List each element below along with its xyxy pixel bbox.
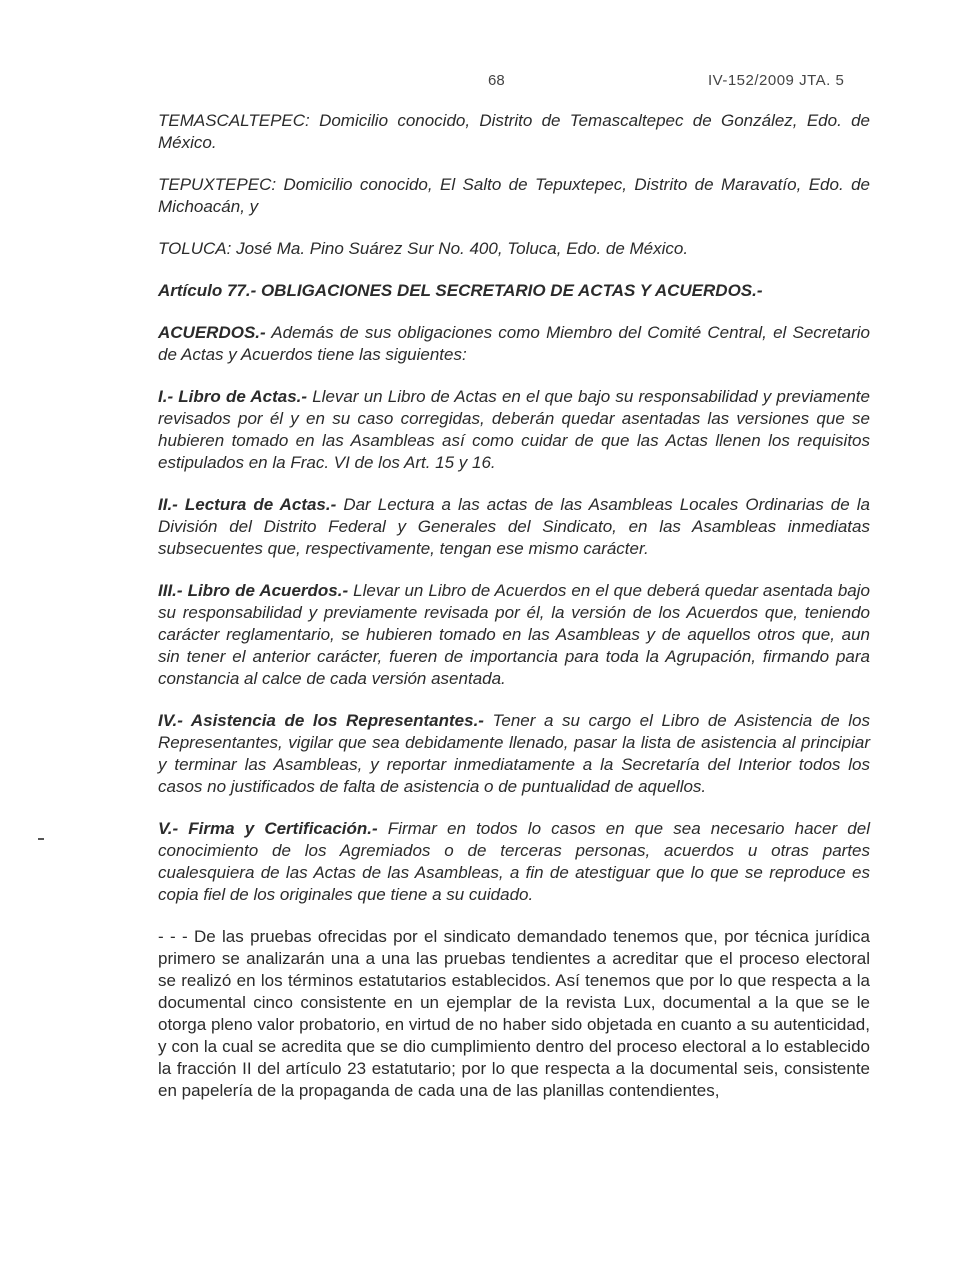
- article-item-4: [158, 710, 870, 798]
- item-label: I.- Libro de Actas.-: [158, 387, 308, 406]
- item-text: Firmar en todos lo casos en que sea necesario hacer del conocimiento de los Agremiados o de terceras personas, acuerdos u otras partes cualesquiera de las Actas de las Asambleas, a fin de atestiguar que lo que se reproduce es copia fiel de los originales que tiene a su cuidado.: [158, 819, 870, 904]
- page-number: 68: [488, 72, 505, 89]
- address-toluca: TOLUCA: José Ma. Pino Suárez Sur No. 400, Toluca, Edo. de México.: [158, 239, 689, 258]
- item-text: Dar Lectura a las actas de las Asambleas Locales Ordinarias de la División del Distrito Federal y Generales del Sindicato, en las Asambleas inmediatas subsecuentes que, respectivamente, tengan ese mismo carácter.: [158, 495, 870, 558]
- article-title: Artículo 77.- OBLIGACIONES DEL SECRETARIO DE ACTAS Y ACUERDOS.-: [158, 281, 763, 300]
- address-tepuxtepec: TEPUXTEPEC: Domicilio conocido, El Salto de Tepuxtepec, Distrito de Maravatío, Edo. de Michoacán, y: [158, 175, 870, 216]
- article-item-2: [158, 494, 870, 560]
- page-header: [0, 72, 976, 96]
- item-label: IV.- Asistencia de los Representantes.-: [158, 711, 484, 730]
- item-label: V.- Firma y Certificación.-: [158, 819, 378, 838]
- item-text: Llevar un Libro de Actas en el que bajo su responsabilidad y previamente revisados por él y en su caso corregidas, deberán quedar asentadas las versiones que se hubieren tomado en las Asambleas así como cuidar de que las Actas llenen los requisitos estipulados en la Frac. VI de los Art. 15 y 16.: [158, 387, 870, 472]
- article-intro-label: ACUERDOS.-: [158, 323, 266, 342]
- document-reference: IV-152/2009 JTA. 5: [708, 72, 845, 89]
- item-text: Llevar un Libro de Acuerdos en el que deberá quedar asentada bajo su responsabilidad y previamente revisada por él, la versión de los Acuerdos que, teniendo carácter reglamentario, se hubieren tomado en las Asambleas y de aquellos otros que, aun sin tener el anterior carácter, fueren de importancia para toda la Agrupación, firmando para constancia al calce de cada versión asentada.: [158, 581, 870, 688]
- item-label: II.- Lectura de Actas.-: [158, 495, 337, 514]
- page-body: [158, 110, 870, 1102]
- address-temascaltepec: TEMASCALTEPEC: Domicilio conocido, Distrito de Temascaltepec de González, Edo. de México.: [158, 111, 870, 152]
- closing-paragraph: - - - De las pruebas ofrecidas por el sindicato demandado tenemos que, por técnica jurídica primero se analizarán una a una las pruebas tendientes a acreditar que el proceso electoral se realizó en los términos estatutarios establecidos. Así tenemos que por lo que respecta a la documental cinco consistente en un ejemplar de la revista Lux, documental a la que se le otorga pleno valor probatorio, en virtud de no haber sido objetada en cuanto a su autenticidad, y con la cual se acredita que se dio cumplimiento dentro del proceso electoral a lo establecido la fracción II del artículo 23 estatutario; por lo que respecta a la documental seis, consistente en papelería de la propaganda de cada una de las planillas contendientes,: [158, 927, 870, 1100]
- margin-mark: [38, 838, 44, 840]
- article-intro: [158, 322, 870, 366]
- article-item-1: [158, 386, 870, 474]
- item-label: III.- Libro de Acuerdos.-: [158, 581, 349, 600]
- article-item-5: [158, 818, 870, 906]
- item-text: Tener a su cargo el Libro de Asistencia de los Representantes, vigilar que sea debidamente llenado, pasar la lista de asistencia al principiar y terminar las Asambleas, y reportar inmediatamente a la Secretaría del Interior todos los casos no justificados de falta de asistencia o de puntualidad de aquellos.: [158, 711, 870, 796]
- article-intro-text: Además de sus obligaciones como Miembro del Comité Central, el Secretario de Actas y Acuerdos tiene las siguientes:: [158, 323, 870, 364]
- article-item-3: [158, 580, 870, 690]
